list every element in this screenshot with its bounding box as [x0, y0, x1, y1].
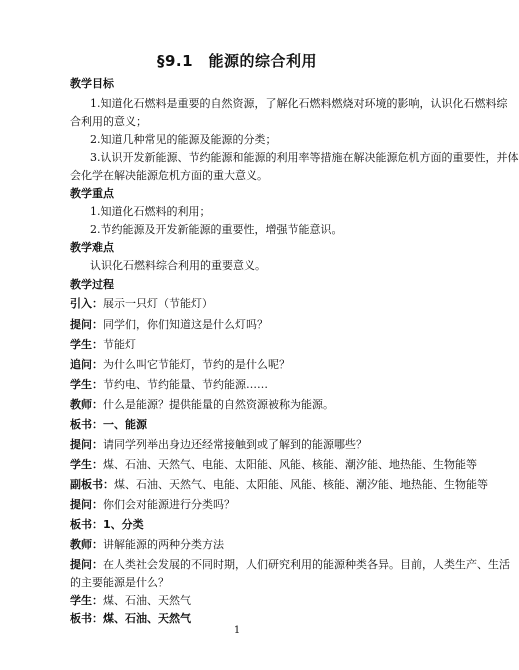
dialog-line [70, 318, 414, 332]
dialog-line [70, 594, 414, 608]
speaker-label: 提问： [70, 558, 103, 571]
speaker-label: 提问： [70, 438, 103, 451]
key-point-1: 1.知道化石燃料的利用； [90, 205, 211, 218]
speaker-label: 板书： [70, 418, 103, 431]
process-heading: 教学过程 [70, 278, 114, 291]
dialog-line [70, 358, 414, 372]
speaker-label: 学生： [70, 458, 103, 471]
speaker-label: 学生： [70, 594, 103, 607]
dialog-text: 什么是能源？提供能量的自然资源被称为能源。 [103, 398, 334, 411]
key-points-heading: 教学重点 [70, 187, 114, 200]
speaker-label: 追问： [70, 358, 103, 371]
speaker-label: 副板书： [70, 478, 114, 491]
dialog-text: 节约电、节约能量、节约能源…… [103, 378, 268, 391]
dialog-text: 煤、石油、天然气 [103, 594, 191, 607]
dialog-line [70, 398, 414, 412]
speaker-label: 板书： [70, 518, 103, 531]
dialog-line [70, 438, 414, 452]
speaker-label: 学生： [70, 378, 103, 391]
dialog-text: 请同学列举出身边还经常接触到或了解到的能源哪些？ [103, 438, 367, 451]
dialog-text: 为什么叫它节能灯，节约的是什么呢？ [103, 358, 290, 371]
difficulty-1: 认识化石燃料综合利用的重要意义。 [90, 259, 266, 272]
page-number: 1 [233, 625, 241, 636]
dialog-line [70, 612, 414, 626]
objective-3-line-2: 会化学在解决能源危机方面的重大意义。 [70, 169, 268, 182]
board-text: 煤、石油、天然气 [103, 612, 191, 625]
dialog-line [70, 558, 510, 572]
dialog-text: 在人类社会发展的不同时期，人们研究利用的能源种类各异。目前，人类生产、生活 [103, 558, 510, 571]
dialog-line [70, 478, 488, 492]
dialog-text: 展示一只灯（节能灯） [103, 297, 213, 310]
page-title: §9.1 能源的综合利用 [156, 52, 318, 70]
speaker-label: 提问： [70, 318, 103, 331]
dialog-text: 讲解能源的两种分类方法 [103, 538, 224, 551]
objectives-heading: 教学目标 [70, 77, 114, 90]
board-text: 一、能源 [103, 418, 147, 431]
dialog-text: 同学们，你们知道这是什么灯吗？ [103, 318, 268, 331]
speaker-label: 学生： [70, 338, 103, 351]
speaker-label: 引入： [70, 297, 103, 310]
speaker-label: 提问： [70, 498, 103, 511]
objective-1-line-2: 合利用的意义； [70, 115, 147, 128]
dialog-text: 节能灯 [103, 338, 136, 351]
dialog-line [70, 498, 414, 512]
dialog-line [70, 297, 414, 311]
dialog-line [70, 418, 414, 432]
dialog-text: 煤、石油、天然气、电能、太阳能、风能、核能、潮汐能、地热能、生物能等 [103, 458, 477, 471]
dialog-line [70, 576, 414, 590]
dialog-line [70, 458, 477, 472]
key-point-2: 2.节约能源及开发新能源的重要性，增强节能意识。 [90, 223, 343, 236]
dialog-text: 你们会对能源进行分类吗？ [103, 498, 235, 511]
dialog-line [70, 538, 414, 552]
dialog-line [70, 518, 414, 532]
speaker-label: 教师： [70, 538, 103, 551]
dialog-text: 的主要能源是什么？ [70, 576, 169, 589]
objective-3-line-1: 3.认识开发新能源、节约能源和能源的利用率等措施在解决能源危机方面的重要性，并体 [90, 151, 519, 164]
objective-2: 2.知道几种常见的能源及能源的分类； [90, 133, 277, 146]
speaker-label: 板书： [70, 612, 103, 625]
dialog-line [70, 378, 414, 392]
objective-1-line-1: 1.知道化石燃料是重要的自然资源，了解化石燃料燃烧对环境的影响，认识化石燃料综 [90, 97, 508, 110]
speaker-label: 教师： [70, 398, 103, 411]
difficulty-heading: 教学难点 [70, 241, 114, 254]
dialog-line [70, 338, 414, 352]
board-text: 1、分类 [103, 518, 144, 531]
dialog-text: 煤、石油、天然气、电能、太阳能、风能、核能、潮汐能、地热能、生物能等 [114, 478, 488, 491]
